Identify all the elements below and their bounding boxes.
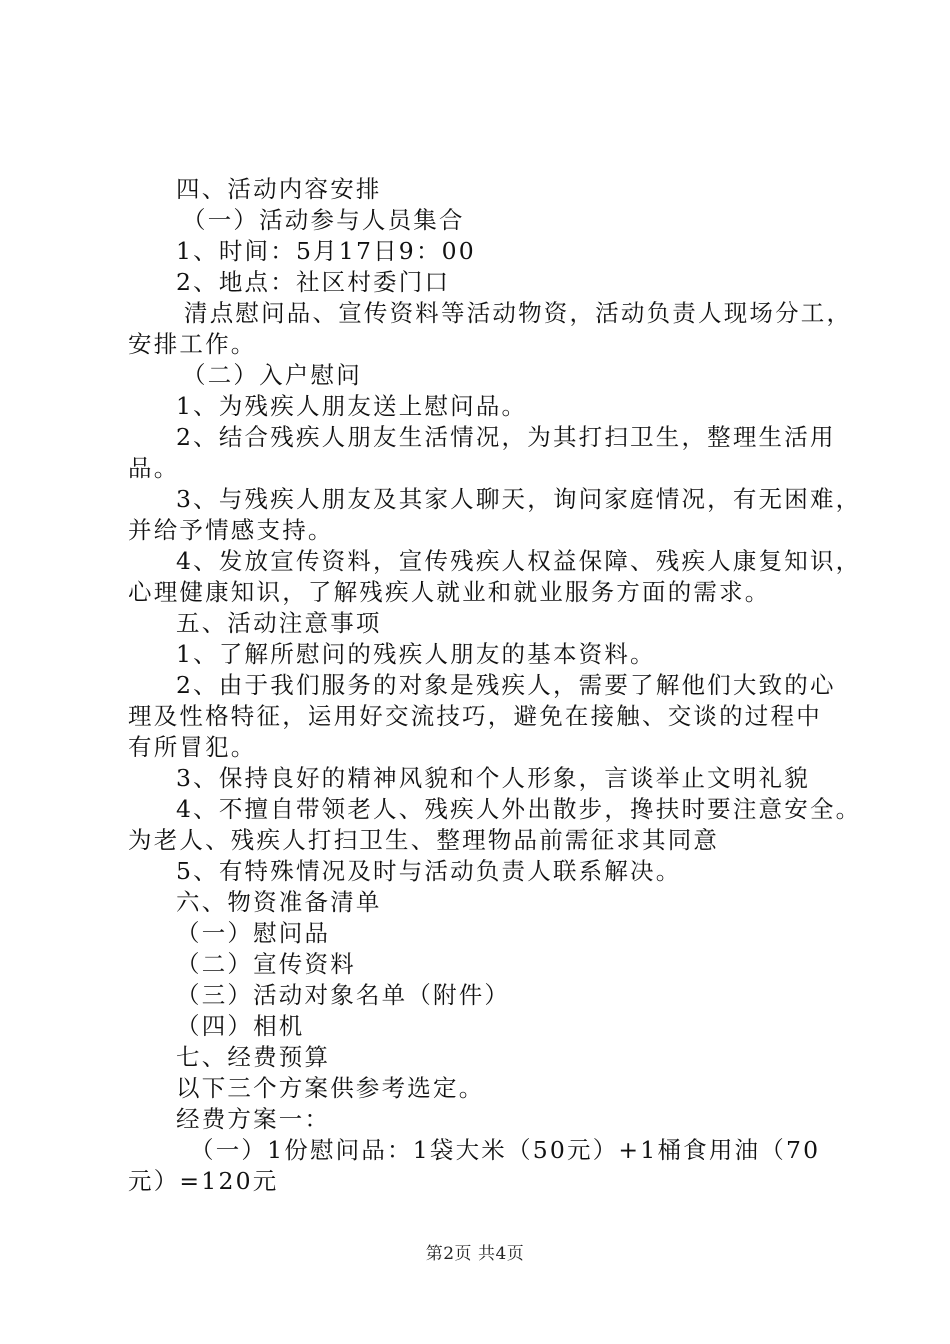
text-line: 为老人、残疾人打扫卫生、整理物品前需征求其同意: [128, 826, 720, 854]
text-line: 3、与残疾人朋友及其家人聊天，询问家庭情况，有无困难，: [176, 485, 862, 513]
text-line: （二）入户慰问: [182, 361, 362, 389]
text-line: 3、保持良好的精神风貌和个人形象，言谈举止文明礼貌: [176, 764, 810, 792]
text-line: 理及性格特征，运用好交流技巧，避免在接触、交谈的过程中: [128, 702, 822, 730]
text-line: 2、由于我们服务的对象是残疾人，需要了解他们大致的心: [176, 671, 836, 699]
text-line: 有所冒犯。: [128, 733, 257, 761]
text-line: 1、时间：5月17日9：00: [176, 237, 476, 265]
text-line: 4、发放宣传资料，宣传残疾人权益保障、残疾人康复知识，: [176, 547, 862, 575]
text-line: 5、有特殊情况及时与活动负责人联系解决。: [176, 857, 682, 885]
text-line: 2、结合残疾人朋友生活情况，为其打扫卫生，整理生活用: [176, 423, 836, 451]
text-line: （一）活动参与人员集合: [182, 206, 465, 234]
text-line: （一）1份慰问品：1袋大米（50元）+1桶食用油（70: [190, 1136, 821, 1164]
text-line: 清点慰问品、宣传资料等活动物资，活动负责人现场分工，: [184, 299, 853, 327]
text-line: （二）宣传资料: [176, 950, 356, 978]
text-line: 并给予情感支持。: [128, 516, 334, 544]
text-line: 元）=120元: [128, 1167, 279, 1195]
text-line: 1、为残疾人朋友送上慰问品。: [176, 392, 528, 420]
text-line: 品。: [128, 454, 180, 482]
text-line: 心理健康知识，了解残疾人就业和就业服务方面的需求。: [128, 578, 771, 606]
text-line: 五、活动注意事项: [176, 609, 382, 637]
text-line: （三）活动对象名单（附件）: [176, 981, 511, 1009]
text-line: 以下三个方案供参考选定。: [176, 1074, 485, 1102]
text-line: 安排工作。: [128, 330, 257, 358]
text-line: 4、不擅自带领老人、残疾人外出散步，搀扶时要注意安全。: [176, 795, 862, 823]
text-line: 七、经费预算: [176, 1043, 331, 1071]
text-line: 1、了解所慰问的残疾人朋友的基本资料。: [176, 640, 656, 668]
text-line: 四、活动内容安排: [176, 175, 382, 203]
text-line: 经费方案一：: [176, 1105, 331, 1133]
text-line: （四）相机: [176, 1012, 305, 1040]
text-line: （一）慰问品: [176, 919, 331, 947]
page-footer: 第2页 共4页: [425, 1244, 525, 1264]
text-line: 2、地点：社区村委门口: [176, 268, 451, 296]
document-body: [128, 174, 862, 1197]
text-line: 六、物资准备清单: [176, 888, 382, 916]
